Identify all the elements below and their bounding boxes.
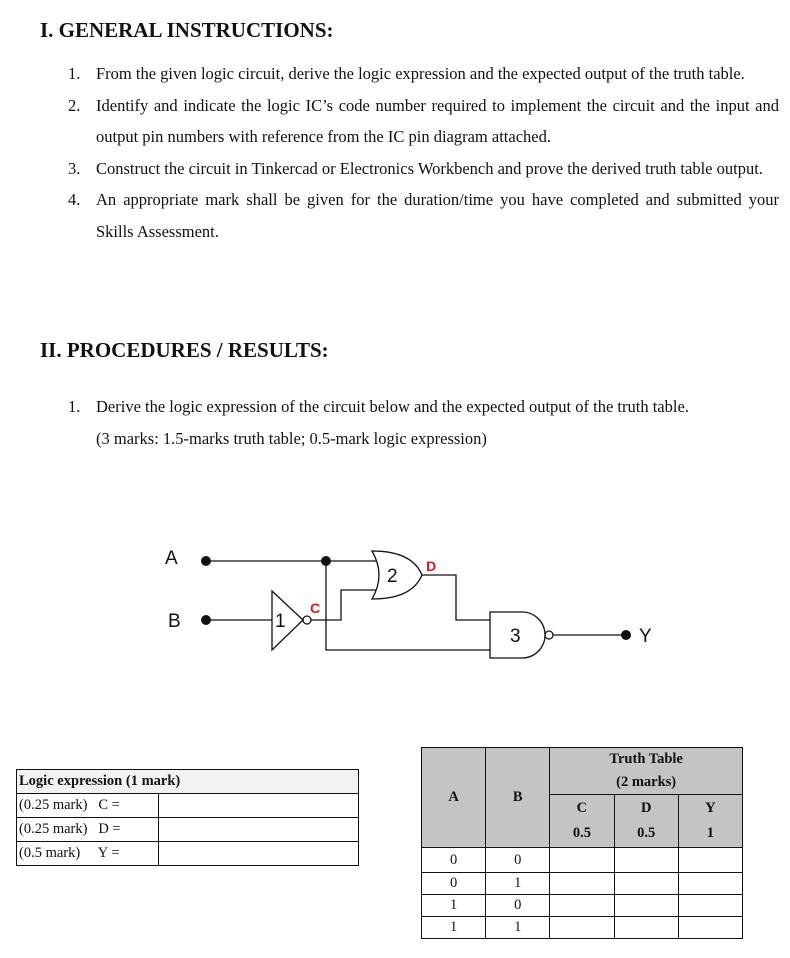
column-header-c <box>550 795 614 848</box>
cell-a: 1 <box>422 895 486 917</box>
instructions-list <box>68 58 779 247</box>
instruction-text: From the given logic circuit, derive the logic expression and the expected output of the truth table. <box>96 64 745 83</box>
procedure-text: Derive the logic expression of the circuit below and the expected output of the truth table. <box>96 397 689 416</box>
instruction-text: Construct the circuit in Tinkercad or Electronics Workbench and prove the derived truth table output. <box>96 158 763 178</box>
instruction-item <box>68 184 779 247</box>
item-number: 4. <box>68 190 81 209</box>
input-a-label: A <box>165 548 178 569</box>
item-number: 2. <box>68 95 81 115</box>
cell-a: 1 <box>422 917 486 939</box>
cell-a: 0 <box>422 873 486 895</box>
wire-c <box>311 590 380 620</box>
column-header-d <box>614 795 678 848</box>
column-header-a: A <box>422 748 486 848</box>
expression-field-c[interactable] <box>159 794 359 818</box>
output-y-label: Y <box>639 626 652 647</box>
logic-expression-table <box>16 769 359 866</box>
instruction-item <box>68 90 779 153</box>
cell-y[interactable] <box>678 848 742 873</box>
table-row <box>17 842 359 866</box>
cell-b: 1 <box>486 873 550 895</box>
input-a-terminal <box>201 556 211 566</box>
section1-heading: I. GENERAL INSTRUCTIONS: <box>40 18 334 42</box>
cell-a: 0 <box>422 848 486 873</box>
cell-d[interactable] <box>614 873 678 895</box>
cell-b: 1 <box>486 917 550 939</box>
table-row <box>422 848 743 873</box>
expression-label-d: (0.25 mark) D = <box>17 818 159 842</box>
junction-dot <box>321 556 331 566</box>
truth-table-title-line1: Truth Table <box>609 751 683 767</box>
cell-b: 0 <box>486 895 550 917</box>
cell-c[interactable] <box>550 848 614 873</box>
column-y-mark: 1 <box>706 825 715 841</box>
truth-table-title <box>550 748 743 795</box>
node-d-label: D <box>426 558 437 574</box>
cell-y[interactable] <box>678 917 742 939</box>
expression-field-d[interactable] <box>159 818 359 842</box>
procedure-marks: (3 marks: 1.5-marks truth table; 0.5-mark logic expression) <box>96 428 487 448</box>
procedure-item <box>68 391 779 454</box>
table-row <box>422 917 743 939</box>
output-y-terminal <box>621 630 631 640</box>
item-number: 3. <box>68 158 81 178</box>
gate3-number: 3 <box>510 626 521 647</box>
column-c-mark: 0.5 <box>572 825 591 841</box>
cell-d[interactable] <box>614 848 678 873</box>
cell-c[interactable] <box>550 895 614 917</box>
table-row <box>17 794 359 818</box>
cell-y[interactable] <box>678 895 742 917</box>
nand-gate-bubble <box>545 631 553 639</box>
instruction-item <box>68 58 779 90</box>
input-b-label: B <box>168 611 181 632</box>
expression-label-y: (0.5 mark) Y = <box>17 842 159 866</box>
node-c-label: C <box>310 600 321 616</box>
not-gate-bubble <box>303 616 311 624</box>
table-row <box>422 895 743 917</box>
column-c-name: C <box>576 800 588 816</box>
wire-d <box>422 575 490 620</box>
gate1-number: 1 <box>275 611 286 632</box>
item-number: 1. <box>68 397 81 416</box>
column-d-name: D <box>640 800 652 816</box>
instruction-item <box>68 153 779 185</box>
cell-c[interactable] <box>550 873 614 895</box>
expression-label-c: (0.25 mark) C = <box>17 794 159 818</box>
logic-circuit-diagram <box>0 520 790 680</box>
logic-table-header: Logic expression (1 mark) <box>17 770 359 794</box>
cell-c[interactable] <box>550 917 614 939</box>
column-header-b: B <box>486 748 550 848</box>
cell-d[interactable] <box>614 917 678 939</box>
input-b-terminal <box>201 615 211 625</box>
item-number: 1. <box>68 64 81 83</box>
cell-b: 0 <box>486 848 550 873</box>
section2-heading: II. PROCEDURES / RESULTS: <box>40 338 329 362</box>
cell-y[interactable] <box>678 873 742 895</box>
column-header-y <box>678 795 742 848</box>
instruction-text: Identify and indicate the logic IC’s code number required to implement the circuit and the input and output pin numbers with reference from the IC pin diagram attached. <box>96 95 779 146</box>
truth-table-title-line2: (2 marks) <box>616 774 677 790</box>
expression-field-y[interactable] <box>159 842 359 866</box>
table-row <box>17 818 359 842</box>
table-row <box>422 873 743 895</box>
truth-table <box>421 747 743 939</box>
gate2-number: 2 <box>387 566 398 587</box>
column-d-mark: 0.5 <box>637 825 656 841</box>
column-y-name: Y <box>705 800 716 816</box>
cell-d[interactable] <box>614 895 678 917</box>
procedures-list <box>68 391 779 454</box>
instruction-text: An appropriate mark shall be given for the duration/time you have completed and submitted your Skills Assessment. <box>96 190 779 241</box>
